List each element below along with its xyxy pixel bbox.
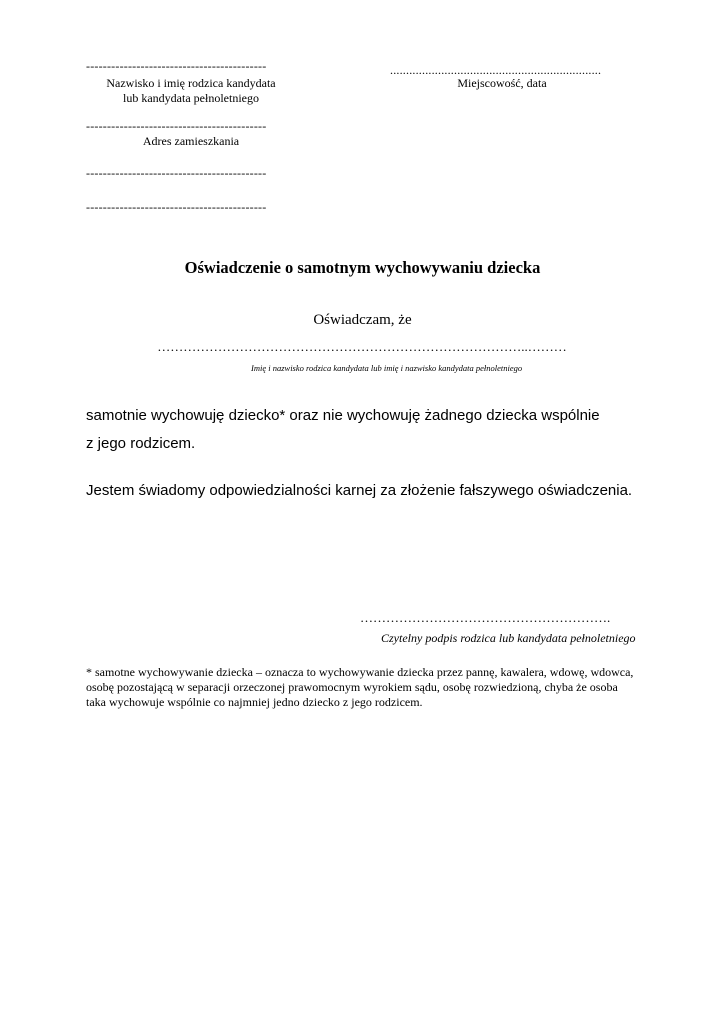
address-line-2: ------------------------------------------- bbox=[86, 166, 267, 180]
address-line-3: ------------------------------------------- bbox=[86, 200, 267, 214]
signature-dotted-line: …………………………………………………. bbox=[360, 610, 611, 625]
responsibility-text: Jestem świadomy odpowiedzialności karnej za złożenie fałszywego oświadczenia. bbox=[86, 482, 633, 499]
name-label-line-2: lub kandydata pełnoletniego bbox=[123, 91, 259, 105]
name-signature-line: ------------------------------------------- bbox=[86, 59, 267, 73]
address-line-1: ------------------------------------------- bbox=[86, 119, 267, 133]
name-label-line-1: Nazwisko i imię rodzica kandydata bbox=[106, 76, 276, 90]
signature-label: Czytelny podpis rodzica lub kandydata pełnoletniego bbox=[381, 631, 636, 645]
place-date-line: .................................................................. bbox=[390, 63, 602, 77]
document-title: Oświadczenie o samotnym wychowywaniu dziecka bbox=[184, 258, 541, 277]
name-dotted-line: …………………………………………………………………………..……… bbox=[157, 339, 567, 354]
declaration-intro: Oświadczam, że bbox=[313, 312, 412, 328]
statement-text: samotnie wychowuję dziecko* oraz nie wychowuję żadnego dziecka wspólnie z jego rodzicem. bbox=[86, 407, 600, 452]
footnote: * samotne wychowywanie dziecka – oznacza to wychowywanie dziecka przez pannę, kawalera, wdowę, wdowca, osobę pozostającą w separacji orzeczonej prawomocnym wyrokiem sądu, osobę rozwiedzioną, chyba że osoba taka wychowuje wspólnie co najmniej jedno dziecko z jego rodzicem. bbox=[86, 665, 634, 709]
place-date-label: Miejscowość, data bbox=[457, 76, 547, 90]
name-hint: Imię i nazwisko rodzica kandydata lub imię i nazwisko kandydata pełnoletniego bbox=[251, 363, 523, 373]
address-label: Adres zamieszkania bbox=[142, 134, 240, 148]
